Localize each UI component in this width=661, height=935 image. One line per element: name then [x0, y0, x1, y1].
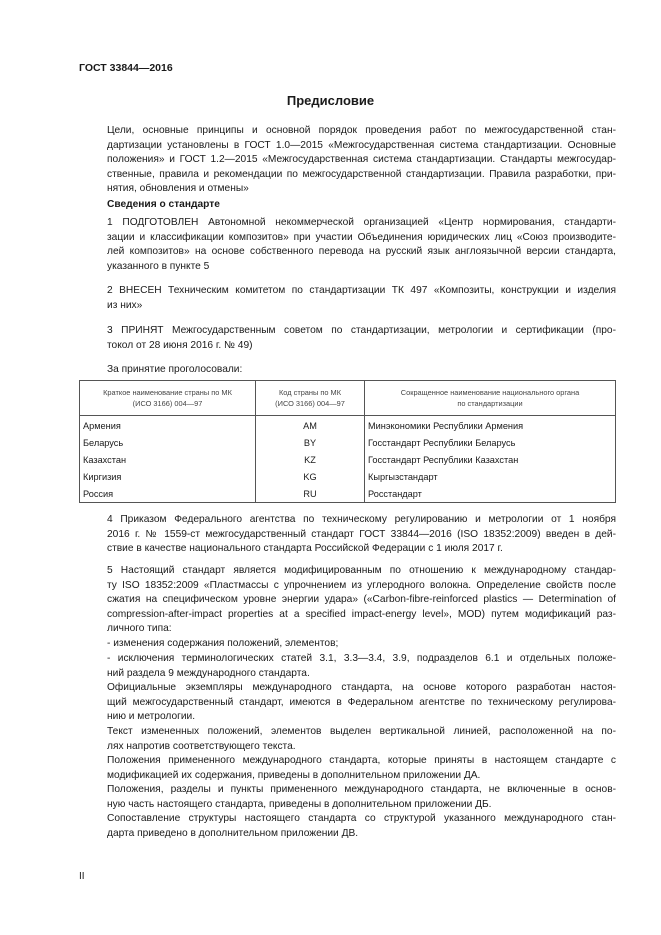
text-line: из них»	[107, 299, 143, 311]
table-header-row	[80, 381, 616, 416]
text-line: дартизации установлены в ГОСТ 1.0—2015 «Межгосударственная система стандартизации. Основные	[107, 139, 616, 151]
text-line: щий межгосударственный стандарт, имеются в Федеральном агентстве по техническому регулирова-	[107, 696, 616, 708]
table-row	[80, 416, 616, 435]
text-line: ную часть настоящего стандарта, приведены в дополнительном приложении ДБ.	[107, 798, 492, 810]
code-cell: KZ	[256, 452, 365, 469]
text-line: compression-after-impact properties at a specified impact-energy level», MOD) путем модификаций раз-	[107, 608, 616, 620]
table-row	[80, 435, 616, 452]
text-line: личного типа:	[107, 623, 172, 635]
item-1-paragraph	[79, 216, 616, 274]
text-line: Цели, основные принципы и основной порядок проведения работ по межгосударственной стан-	[107, 125, 616, 136]
text-line: ту ISO 18352:2009 «Пластмассы с упрочнением из углеродного волокна. Определение свойств после	[107, 579, 616, 591]
text-line: 2 ВНЕСЕН Техническим комитетом по стандартизации ТК 497 «Композиты, конструкции и изделия	[107, 285, 616, 296]
text-line: ствие в качестве национального стандарта Российской Федерации с 1 июля 2017 г.	[107, 543, 503, 555]
text-line: модификацией их содержания, приведены в дополнительном приложении ДА.	[107, 769, 481, 781]
voting-countries-table	[79, 380, 616, 503]
code-cell: BY	[256, 435, 365, 452]
country-cell: Казахстан	[80, 452, 256, 469]
not-included-paragraph	[79, 783, 616, 812]
country-cell: Киргизия	[80, 468, 256, 485]
intro-paragraph	[79, 124, 616, 197]
info-heading: Сведения о стандарте	[107, 199, 220, 210]
text-line: Официальные экземпляры международного стандарта, на основе которого разработан настоя-	[107, 682, 616, 693]
table-row	[80, 452, 616, 469]
applied-provisions-paragraph	[79, 754, 616, 783]
votes-intro: За принятие проголосовали:	[107, 364, 243, 375]
country-cell: Армения	[80, 416, 256, 435]
body-cell: Госстандарт Республики Беларусь	[365, 435, 616, 452]
text-line: указанного в пункте 5	[107, 260, 210, 272]
text-line: нию и метрологии.	[107, 711, 196, 723]
text-line: Положения примененного международного стандарта, которые приняты в настоящем стандарте с	[107, 755, 616, 766]
code-cell: KG	[256, 468, 365, 485]
code-cell: RU	[256, 485, 365, 502]
column-header-code: Код страны по МК (ИСО 3166) 004—97	[256, 381, 365, 416]
text-line: положения» и ГОСТ 1.2—2015 «Межгосударственная система стандартизации. Стандарты межгосудар-	[107, 154, 616, 166]
text-line: 4 Приказом Федерального агентства по техническому регулированию и метрологии от 1 ноября	[107, 514, 616, 525]
text-line: сжатия на специфическом уровне энергии удара» («Carbon-fibre-reinforced plastics — Determination of	[107, 594, 616, 606]
table-row	[80, 485, 616, 502]
text-line: 3 ПРИНЯТ Межгосударственным советом по стандартизации, метрологии и сертификации (про-	[107, 325, 616, 336]
body-cell: Кыргызстандарт	[365, 468, 616, 485]
body-cell: Росстандарт	[365, 485, 616, 502]
document-code-header: ГОСТ 33844—2016	[79, 62, 173, 74]
text-line: - исключения терминологических статей 3.1, 3.3—3.4, 3.9, подразделов 6.1 и отдельных положе-	[107, 653, 616, 664]
country-cell: Россия	[80, 485, 256, 502]
page-number: II	[79, 871, 85, 882]
body-cell: Минэкономики Республики Армения	[365, 416, 616, 435]
item-5-paragraph	[79, 564, 616, 637]
item-2-paragraph	[79, 284, 616, 313]
text-line: 5 Настоящий стандарт является модифицированным по отношению к международному стандар-	[107, 565, 616, 576]
column-header-country: Краткое наименование страны по МК (ИСО 3166) 004—97	[80, 381, 256, 416]
bullet-item	[79, 652, 616, 681]
text-line: токол от 28 июня 2016 г. № 49)	[107, 339, 253, 351]
text-line: - изменения содержания положений, элементов;	[107, 638, 339, 649]
text-line: 2016 г. № 1559-ст межгосударственный стандарт ГОСТ 33844—2016 (ISO 18352:2009) введен в дей-	[107, 528, 616, 540]
table-row	[80, 468, 616, 485]
page-title: Предисловие	[286, 93, 375, 108]
text-line: Положения, разделы и пункты примененного международного стандарта, не включенные в основ-	[107, 784, 616, 795]
code-cell: AM	[256, 416, 365, 435]
changed-text-paragraph	[79, 725, 616, 754]
comparison-paragraph	[79, 812, 616, 841]
item-4-paragraph	[79, 513, 616, 557]
bullet-item	[79, 637, 616, 652]
text-line: нятия, обновления и отмены»	[107, 183, 249, 195]
text-line: ний раздела 9 международного стандарта.	[107, 667, 310, 679]
text-line: лях напротив соответствующего текста.	[107, 740, 296, 752]
body-cell: Госстандарт Республики Казахстан	[365, 452, 616, 469]
text-line: дарта приведено в дополнительном приложении ДВ.	[107, 827, 359, 839]
text-line: Сопоставление структуры настоящего стандарта со структурой указанного международного стан-	[107, 813, 616, 824]
text-line: лей композитов» на основе собственного перевода на русский язык англоязычной версии стандарта,	[107, 246, 616, 258]
text-line: Текст измененных положений, элементов выделен вертикальной линией, расположенной на по-	[107, 726, 616, 737]
text-line: 1 ПОДГОТОВЛЕН Автономной некоммерческой организацией «Центр нормирования, стандарти-	[107, 217, 616, 228]
column-header-body: Сокращенное наименование национального органа по стандартизации	[365, 381, 616, 416]
official-copies-paragraph	[79, 681, 616, 725]
country-cell: Беларусь	[80, 435, 256, 452]
text-line: зации и классификации композитов» при участии Объединения юридических лиц «Союз производите-	[107, 231, 616, 243]
text-line: ственные, правила и рекомендации по межгосударственной стандартизации. Правила разработки, при-	[107, 168, 616, 180]
item-3-paragraph	[79, 324, 616, 353]
